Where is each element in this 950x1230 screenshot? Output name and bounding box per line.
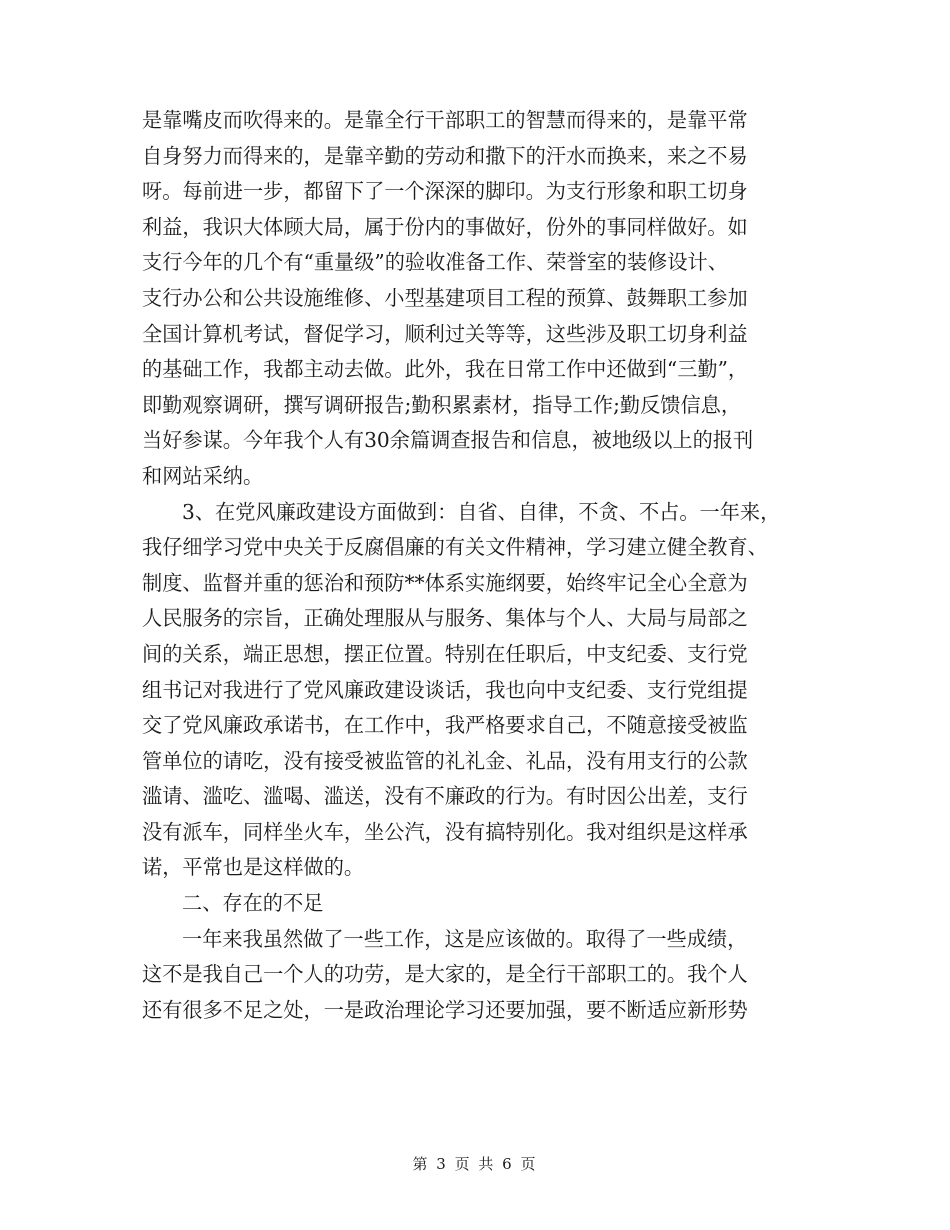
text-line: 组书记对我进行了党风廉政建设谈话，我也向中支纪委、支行党组提	[142, 677, 748, 702]
text-line: 是靠嘴皮而吹得来的。是靠全行干部职工的智慧而得来的，是靠平常	[142, 108, 748, 132]
text-line: 滥请、滥吃、滥喝、滥送，没有不廉政的行为。有时因公出差，支行	[142, 784, 748, 809]
text-line: 的基础工作，我都主动去做。此外，我在日常工作中还做到“三勤”，	[142, 357, 749, 382]
text-line: 呀。每前进一步，都留下了一个深深的脚印。为支行形象和职工切身	[142, 179, 748, 204]
page-footer: 第 3 页 共 6 页	[412, 1155, 538, 1173]
text-line: 利益，我识大体顾大局，属于份内的事做好，份外的事同样做好。如	[142, 214, 748, 239]
text-line: 支行办公和公共设施维修、小型基建项目工程的预算、鼓舞职工参加	[142, 285, 748, 310]
text-line: 制度、监督并重的惩治和预防**体系实施纲要，始终牢记全心全意为	[142, 570, 748, 595]
text-line: 间的关系，端正思想，摆正位置。特别在任职后，中支纪委、支行党	[142, 641, 748, 666]
text-line: 还有很多不足之处，一是政治理论学习还要加强，要不断适应新形势	[142, 997, 748, 1022]
text-line: 即勤观察调研，撰写调研报告;勤积累素材，指导工作;勤反馈信息，	[142, 392, 742, 417]
text-line: 全国计算机考试，督促学习，顺利过关等等，这些涉及职工切身利益	[142, 321, 748, 346]
text-line: 自身努力而得来的，是靠辛勤的劳动和撒下的汗水而换来，来之不易	[142, 143, 748, 168]
text-line: 我仔细学习党中央关于反腐倡廉的有关文件精神，学习建立健全教育、	[142, 535, 768, 560]
text-line: 3、在党风廉政建设方面做到：自省、自律，不贪、不占。一年来，	[182, 499, 781, 524]
text-line: 没有派车，同样坐火车，坐公汽，没有搞特别化。我对组织是这样承	[142, 819, 748, 844]
text-line: 诺，平常也是这样做的。	[142, 855, 365, 880]
document-body	[142, 103, 810, 1028]
text-line: 交了党风廉政承诺书，在工作中，我严格要求自己，不随意接受被监	[142, 713, 748, 738]
text-line: 人民服务的宗旨，正确处理服从与服务、集体与个人、大局与局部之	[142, 606, 748, 631]
text-line: 管单位的请吃，没有接受被监管的礼礼金、礼品，没有用支行的公款	[142, 748, 748, 773]
text-line: 这不是我自己一个人的功劳，是大家的，是全行干部职工的。我个人	[142, 962, 748, 987]
text-line: 和网站采纳。	[142, 463, 264, 488]
text-line: 当好参谋。今年我个人有30余篇调查报告和信息，被地级以上的报刊	[142, 428, 754, 453]
text-line: 二、存在的不足	[182, 891, 324, 916]
text-line: 支行今年的几个有“重量级”的验收准备工作、荣誉室的装修设计、	[142, 250, 728, 275]
text-line: 一年来我虽然做了一些工作，这是应该做的。取得了一些成绩，	[182, 926, 748, 951]
